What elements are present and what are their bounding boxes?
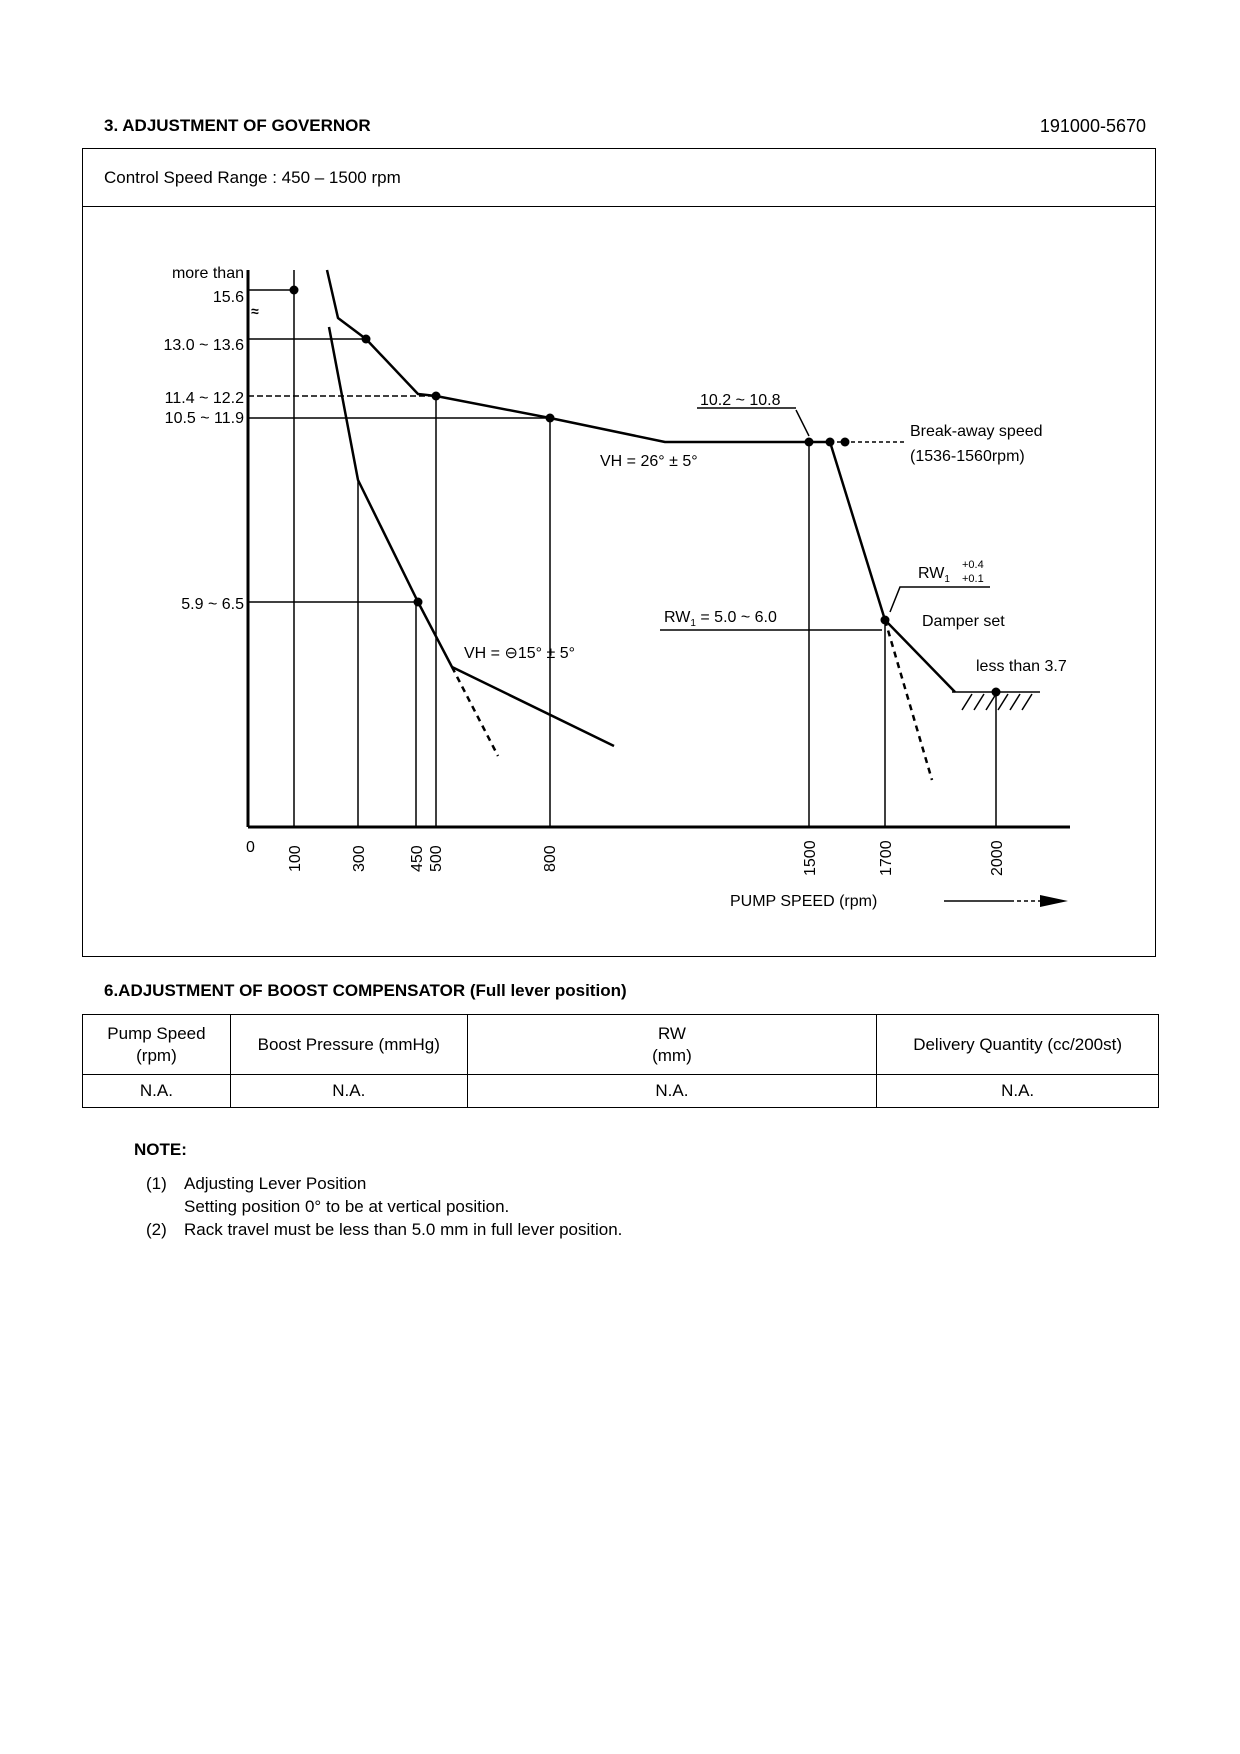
ytick-15-6: 15.6 xyxy=(212,289,244,306)
annot-rw1-tol: $RW_1$ xyxy=(918,565,950,585)
axis-break-mark: ≈ xyxy=(251,303,259,319)
point xyxy=(992,688,1001,697)
leader-10-2 xyxy=(796,410,809,436)
point xyxy=(414,598,423,607)
note-text: Setting position 0° to be at vertical position. xyxy=(184,1197,510,1216)
annot-rw1-tol-sup: +0.4 xyxy=(962,559,984,571)
ytick-11-4: 11.4 ~ 12.2 xyxy=(164,390,244,407)
xtick-1700: 1700 xyxy=(878,840,895,876)
point xyxy=(841,438,850,447)
cell-delivery: N.A. xyxy=(877,1075,1159,1108)
arrow-head-icon xyxy=(1040,895,1068,907)
curve-dashed-lower xyxy=(452,667,498,756)
ytick-more-than: more than xyxy=(171,265,244,282)
point xyxy=(362,335,371,344)
hatch-mark xyxy=(1010,694,1020,710)
annot-damper: Damper set xyxy=(922,613,1005,630)
annot-vh-lower: VH = ⊖15° ± 5° xyxy=(464,645,576,662)
annot-breakaway-2: (1536-1560rpm) xyxy=(910,448,1025,465)
xtick-2000: 2000 xyxy=(989,840,1006,876)
hatch-mark xyxy=(1022,694,1032,710)
xtick-450: 450 xyxy=(409,845,426,872)
annot-less-than: less than 3.7 xyxy=(976,658,1067,675)
annot-10-2-10-8: 10.2 ~ 10.8 xyxy=(700,392,781,409)
annot-breakaway-1: Break-away speed xyxy=(910,423,1043,440)
xtick-800: 800 xyxy=(542,845,559,872)
hatch-mark xyxy=(974,694,984,710)
note-number: (2) xyxy=(146,1220,167,1239)
col-boost-pressure: Boost Pressure (mmHg) xyxy=(230,1015,467,1075)
boost-section-title: 6.ADJUSTMENT OF BOOST COMPENSATOR (Full lever position) xyxy=(104,981,627,1000)
xtick-500: 500 xyxy=(428,845,445,872)
x-axis-label: PUMP SPEED (rpm) xyxy=(730,893,878,910)
annot-vh-upper: VH = 26° ± 5° xyxy=(600,453,698,470)
hatch-mark xyxy=(962,694,972,710)
note-text: Rack travel must be less than 5.0 mm in full lever position. xyxy=(184,1220,623,1239)
part-number: 191000-5670 xyxy=(1039,116,1146,136)
control-range-text: Control Speed Range : 450 – 1500 rpm xyxy=(104,168,401,187)
ytick-13-0: 13.0 ~ 13.6 xyxy=(163,337,244,354)
note-text: Adjusting Lever Position xyxy=(184,1174,367,1193)
hatch-mark xyxy=(998,694,1008,710)
point xyxy=(805,438,814,447)
xtick-0: 0 xyxy=(246,839,255,856)
ytick-5-9: 5.9 ~ 6.5 xyxy=(181,596,244,613)
cell-boost-pressure: N.A. xyxy=(230,1075,467,1108)
hatch-mark xyxy=(986,694,996,710)
curve-vh-26 xyxy=(327,270,955,692)
xtick-300: 300 xyxy=(351,845,368,872)
point xyxy=(290,286,299,295)
xtick-1500: 1500 xyxy=(802,840,819,876)
annot-rw1-range: $RW_1 = 5.0$ ~ 6.0 xyxy=(664,609,777,629)
boost-table xyxy=(82,1014,1159,1108)
xtick-100: 100 xyxy=(287,845,304,872)
ytick-10-5: 10.5 ~ 11.9 xyxy=(164,410,244,427)
note-number: (1) xyxy=(146,1174,167,1193)
note-title: NOTE: xyxy=(134,1140,187,1159)
annot-rw1-tol-inf: +0.1 xyxy=(962,573,984,585)
point xyxy=(432,392,441,401)
cell-rw: N.A. xyxy=(467,1075,877,1108)
boost-value-row xyxy=(83,1075,1159,1108)
curve-vh-minus-15 xyxy=(329,327,614,746)
point xyxy=(546,414,555,423)
point xyxy=(881,616,890,625)
col-rw: RW (mm) xyxy=(467,1015,877,1075)
point xyxy=(826,438,835,447)
col-delivery: Delivery Quantity (cc/200st) xyxy=(877,1015,1159,1075)
col-pump-speed: Pump Speed (rpm) xyxy=(83,1015,231,1075)
section-title: 3. ADJUSTMENT OF GOVERNOR xyxy=(104,116,371,135)
boost-header-row xyxy=(83,1015,1159,1075)
cell-pump-speed: N.A. xyxy=(83,1075,231,1108)
leader-rw1-tol xyxy=(890,587,990,612)
